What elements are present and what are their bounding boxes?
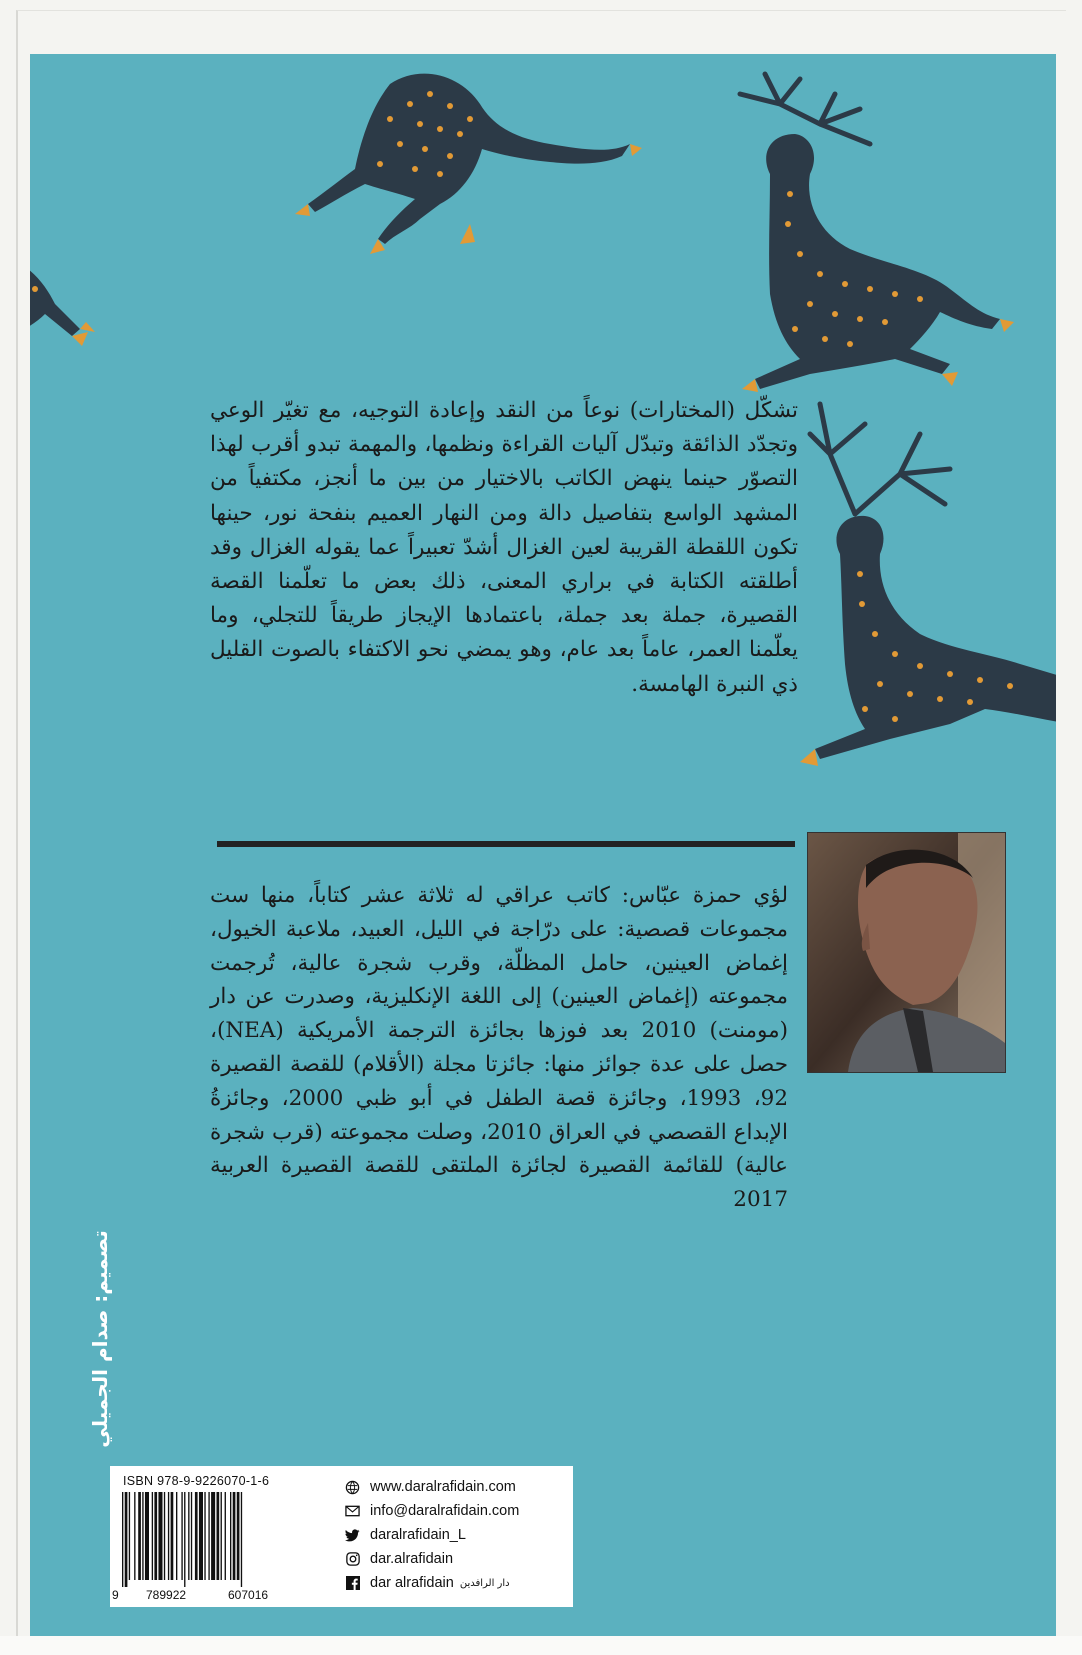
design-credit xyxy=(80,1219,120,1459)
contact-list xyxy=(344,1475,569,1595)
instagram-icon xyxy=(344,1551,361,1568)
section-divider xyxy=(217,841,795,847)
contact-facebook[interactable] xyxy=(344,1571,569,1595)
contact-instagram-text: dar.alrafidain xyxy=(370,1551,454,1567)
isbn-label: ISBN 978-9-9226070-1-6 xyxy=(123,1474,270,1488)
publisher-info-box xyxy=(110,1466,573,1607)
isbn-barcode xyxy=(122,1492,290,1587)
facebook-icon xyxy=(344,1575,361,1592)
deer-illustration-left-edge xyxy=(30,214,130,354)
contact-facebook-text: dar alrafidain xyxy=(370,1575,454,1591)
contact-twitter[interactable] xyxy=(344,1523,569,1547)
contact-twitter-text: daralrafidain_L xyxy=(370,1527,466,1543)
contact-email[interactable] xyxy=(344,1499,569,1523)
barcode-group-1: 789922 xyxy=(146,1588,187,1602)
back-cover-blurb: تشكّل (المختارات) نوعاً من النقد وإعادة التوجيه، مع تغيّر الوعي وتجدّد الذائقة وتبدّل آليات القراءة ونظمها، والمهمة تبدو أقرب لهذا التصوّر حينما ينهض الكاتب بالاختيار من بين ما أنجز، مكتفياً من المشهد الواسع بتفاصيل دالة ومن النهار العميم بنفحة نور، حينها تكون اللقطة القريبة لعين الغزال أشدّ تعبيراً عما يقوله الغزال وقد أطلقته الكتابة في براري المعنى، ذلك بعض ما تعلّمنا القصة القصيرة، جملة بعد جملة، باعتمادها الإيجاز طريقاً للتجلي، وما يعلّمنا العمر، عاماً بعد عام، وهو يمضي نحو الاكتفاء بالصوت القليل ذي النبرة الهامسة. xyxy=(210,398,798,697)
publisher-name-arabic: دار الرافدين xyxy=(459,1577,510,1589)
twitter-icon xyxy=(344,1527,361,1544)
design-credit-text: تصميم: صدام الجميلي xyxy=(88,1230,112,1448)
globe-icon xyxy=(344,1479,361,1496)
stag-illustration-middle-right xyxy=(770,394,1056,774)
author-bio: لؤي حمزة عبّاس: كاتب عراقي له ثلاثة عشر كتاباً، منها ست مجموعات قصصية: على درّاجة في الليل، العبيد، ملاعبة الخيول، إغماض العينين، حامل المظلّة، وقرب شجرة عالية، تُرجمت مجموعته (إغماض العينين) إلى اللغة الإنكليزية، وصدرت عن دار (مومنت) 2010 بعد فوزها بجائزة الترجمة الأمريكية (NEA)، حصل على عدة جوائز منها: جائزتا مجلة (الأقلام) للقصة القصيرة 92، 1993، وجائزة قصة الطفل في أبو ظبي 2000، وجائزةُ الإبداع القصصي في العراق 2010، وصلت مجموعته (قرب شجرة عالية) للقائمة القصيرة لجائزة الملتقى للقصة القصيرة العربية 2017 xyxy=(210,883,788,1213)
barcode-group-2: 607016 xyxy=(228,1588,269,1602)
book-back-cover xyxy=(30,54,1056,1636)
author-photo xyxy=(807,832,1006,1073)
contact-website-text: www.daralrafidain.com xyxy=(370,1479,516,1495)
barcode-left-digit: 9 xyxy=(112,1588,119,1602)
deer-illustration-top xyxy=(270,54,650,274)
contact-website[interactable] xyxy=(344,1475,569,1499)
page-bottom-edge xyxy=(0,1636,1082,1655)
mail-icon xyxy=(344,1503,361,1520)
contact-instagram[interactable] xyxy=(344,1547,569,1571)
stag-illustration-top-right xyxy=(670,64,1050,404)
contact-email-text: info@daralrafidain.com xyxy=(370,1503,520,1519)
